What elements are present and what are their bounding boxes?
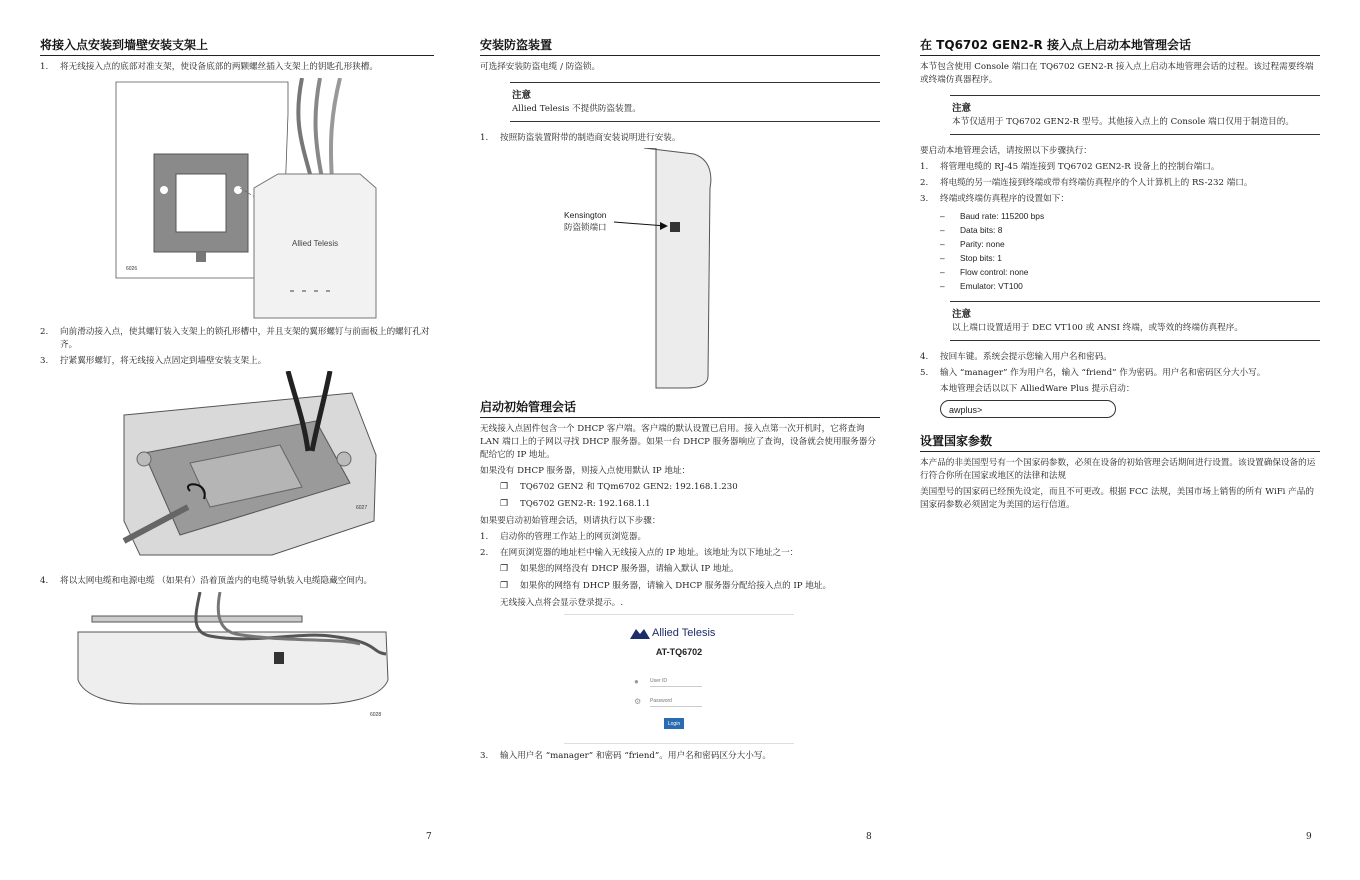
step-2: 2. 将电缆的另一端连接到终端或带有终端仿真程序的个人计算机上的 RS-232 端口。 — [920, 178, 1253, 188]
note-box: 注意 以上端口设置适用于 DEC VT100 或 ANSI 终端，或等效的终端仿真程序。 — [950, 301, 1320, 341]
svg-text:6028: 6028 — [370, 712, 382, 718]
page-number-8: 8 — [866, 832, 872, 842]
setting-item: – Emulator: VT100 — [940, 281, 1023, 291]
step-3: 3. 拧紧翼形螺钉，将无线接入点固定到墙壁安装支架上。 — [40, 356, 267, 366]
login-screenshot — [564, 614, 794, 744]
cli-prompt: awplus> — [940, 400, 1116, 418]
setting-item: – Stop bits: 1 — [940, 253, 1002, 263]
page-number-9: 9 — [1306, 832, 1312, 842]
setting-item: – Data bits: 8 — [940, 225, 1003, 235]
page-9-title: 在 TQ6702 GEN2-R 接入点上启动本地管理会话 — [920, 36, 1320, 56]
brand-logo-icon — [630, 629, 650, 639]
step-1: 1. 启动你的管理工作站上的网页浏览器。 — [480, 532, 647, 542]
password-input[interactable] — [650, 695, 702, 707]
section-title: 设置国家参数 — [920, 432, 1320, 452]
kensington-figure — [480, 148, 880, 390]
intro: 可选择安装防盗电缆 / 防盗锁。 — [480, 62, 601, 72]
setting-item: – Baud rate: 115200 bps — [940, 211, 1045, 221]
user-icon: ● — [634, 677, 639, 686]
setting-item: – Parity: none — [940, 239, 1005, 249]
svg-text:防盗锁端口: 防盗锁端口 — [564, 222, 607, 232]
page-9: 在 TQ6702 GEN2-R 接入点上启动本地管理会话 本节包含使用 Console 端口在 TQ6702 GEN2-R 接入点上启动本地管理会话的过程。该过程需要终端或终端仿真器程序。 注意 本节仅适用于 TQ6702 GEN2-R 型号。其他接入点上的 Console 端口仅用于制造目的。 要启动本地管理会话，请按照以下步骤执行： 1. 将管理电缆的 RJ-45 端连接到 TQ6702 GEN2-R 设备上的控制台端口。 2. 将电缆的另一端连接到终端或带有终端仿真程序的个人计算机上的 RS-232 端口。 3. 终端或终端仿真程序的设置如下： – Baud rate: 115200 bps – Data bits: 8 – Parity: none – Stop bits: 1 – Flow control: none – Emulator: VT100 注意 以上端口设置适用于 DEC VT100 或 ANSI 终端，或等效的终端仿真程序。 4. 按回车键。系统会提示您输入用户名和密码。 5. 输入 “manager” 作为用户名，输入 “friend” 作为密码。用户名和密码区分大小写。 本地管理会话以以下 AlliedWare Plus 提示启动： awplus> 设置国家参数 本产品的非美国型号有一个国家码参数，必须在设备的初始管理会话期间进行设置。该设置确保设备的运行符合你所在国家或地区的法律和法规 美国型号的国家码已经预先设定，而且不可更改。根据 FCC 法规，美国市场上销售的所有 WiFi 产品的国家码参数必须固定为美国的运行信道。 — [920, 36, 1320, 515]
page-7 — [40, 36, 434, 722]
step-4: 4. 将以太网电缆和电源电缆 （如果有）沿着顶盖内的电缆导轨装入电缆隐藏空间内。 — [40, 576, 373, 586]
thumbscrew-figure — [40, 371, 434, 569]
step-5: 5. 输入 “manager” 作为用户名，输入 “friend” 作为密码。用户名和密码区分大小写。 — [920, 368, 1266, 378]
login-model: AT-TQ6702 — [655, 647, 703, 657]
step-1: 1. 将管理电缆的 RJ-45 端连接到 TQ6702 GEN2-R 设备上的控制台端口。 — [920, 162, 1220, 172]
step-1: 1. 将无线接入点的底部对准支架，使设备底部的两颗螺丝插入支架上的钥匙孔形狭槽。 — [40, 62, 378, 72]
sub-item: ❐ 如果您的网络没有 DHCP 服务器，请输入默认 IP 地址。 — [500, 564, 739, 574]
sub-item: ❐ 如果你的网络有 DHCP 服务器，请输入 DHCP 服务器分配给接入点的 IP 地址。 — [500, 581, 832, 591]
svg-text:6027: 6027 — [356, 505, 368, 511]
cable-routing-figure — [40, 592, 434, 722]
setting-item: – Flow control: none — [940, 267, 1029, 277]
brand-logo: Allied Telesis — [292, 239, 339, 248]
user-id-input[interactable] — [650, 675, 702, 687]
step-1: 1. 按照防盗装置附带的制造商安装说明进行安装。 — [480, 133, 681, 143]
ip-item: ❐ TQ6702 GEN2 和 TQm6702 GEN2: 192.168.1.230 — [500, 482, 738, 492]
step-4: 4. 按回车键。系统会提示您输入用户名和密码。 — [920, 352, 1112, 362]
note-box: 注意 本节仅适用于 TQ6702 GEN2-R 型号。其他接入点上的 Console 端口仅用于制造目的。 — [950, 95, 1320, 135]
section-title: 启动初始管理会话 — [480, 398, 880, 418]
svg-text:6026: 6026 — [126, 266, 138, 272]
step-2: 2. 在网页浏览器的地址栏中输入无线接入点的 IP 地址。该地址为以下地址之一： — [480, 548, 799, 558]
page-8: 安装防盗装置 可选择安装防盗电缆 / 防盗锁。 注意 Allied Telesis 不提供防盗装置。 1. 按照防盗装置附带的制造商安装说明进行安装。 Kensington 防盗锁端口 启动初始管理会话 无线接入点固件包含一个 DHCP 客户端。客户端的默认设置已启用。接入点第一次开机时，它将查询 LAN 端口上的子网以寻找 DHCP 服务器。如果一台 DHCP 服务器响应了查询，设备就会使用服务器分配给它的 IP 地址。 如果没有 DHCP 服务器，则接入点使用默认 IP 地址： ❐ TQ6702 GEN2 和 TQm6702 GEN2: 192.168.1.230 ❐ TQ6702 GEN2-R: 192.168.1.1 如果要启动初始管理会话，则请执行以下步骤： 1. 启动你的管理工作站上的网页浏览器。 2. 在网页浏览器的地址栏中输入无线接入点的 IP 地址。该地址为以下地址之一： ❐ 如果您的网络没有 DHCP 服务器，请输入默认 IP 地址。 ❐ 如果你的网络有 DHCP 服务器，请输入 DHCP 服务器分配给接入点的 IP 地址。 无线接入点将会显示登录提示。. Allied Telesis AT-TQ6702 ● User ID ⚙ Password Login 3. 输入用户名 “manager” 和密码 “friend”。用户名和密码区分大小写。 — [480, 36, 880, 766]
svg-text:Kensington: Kensington — [564, 210, 607, 220]
step-2: 2. 向前滑动接入点，使其螺钉装入支架上的锁孔形槽中，并且支架的翼形螺钉与前面板上的螺钉孔对齐。 — [40, 327, 430, 350]
login-button[interactable]: Login — [664, 718, 684, 729]
key-icon: ⚙ — [634, 697, 642, 706]
login-brand: Allied Telesis — [652, 627, 716, 639]
note-box: 注意 Allied Telesis 不提供防盗装置。 — [510, 82, 880, 122]
ip-item: ❐ TQ6702 GEN2-R: 192.168.1.1 — [500, 499, 651, 509]
step-3: 3. 终端或终端仿真程序的设置如下： — [920, 194, 1069, 204]
bracket-figure — [40, 78, 434, 322]
page-7-title: 将接入点安装到墙壁安装支架上 — [40, 36, 434, 56]
page-number-7: 7 — [426, 832, 432, 842]
step-3: 3. 输入用户名 “manager” 和密码 “friend”。用户名和密码区分大小写。 — [480, 751, 772, 761]
page-8-title: 安装防盗装置 — [480, 36, 880, 56]
